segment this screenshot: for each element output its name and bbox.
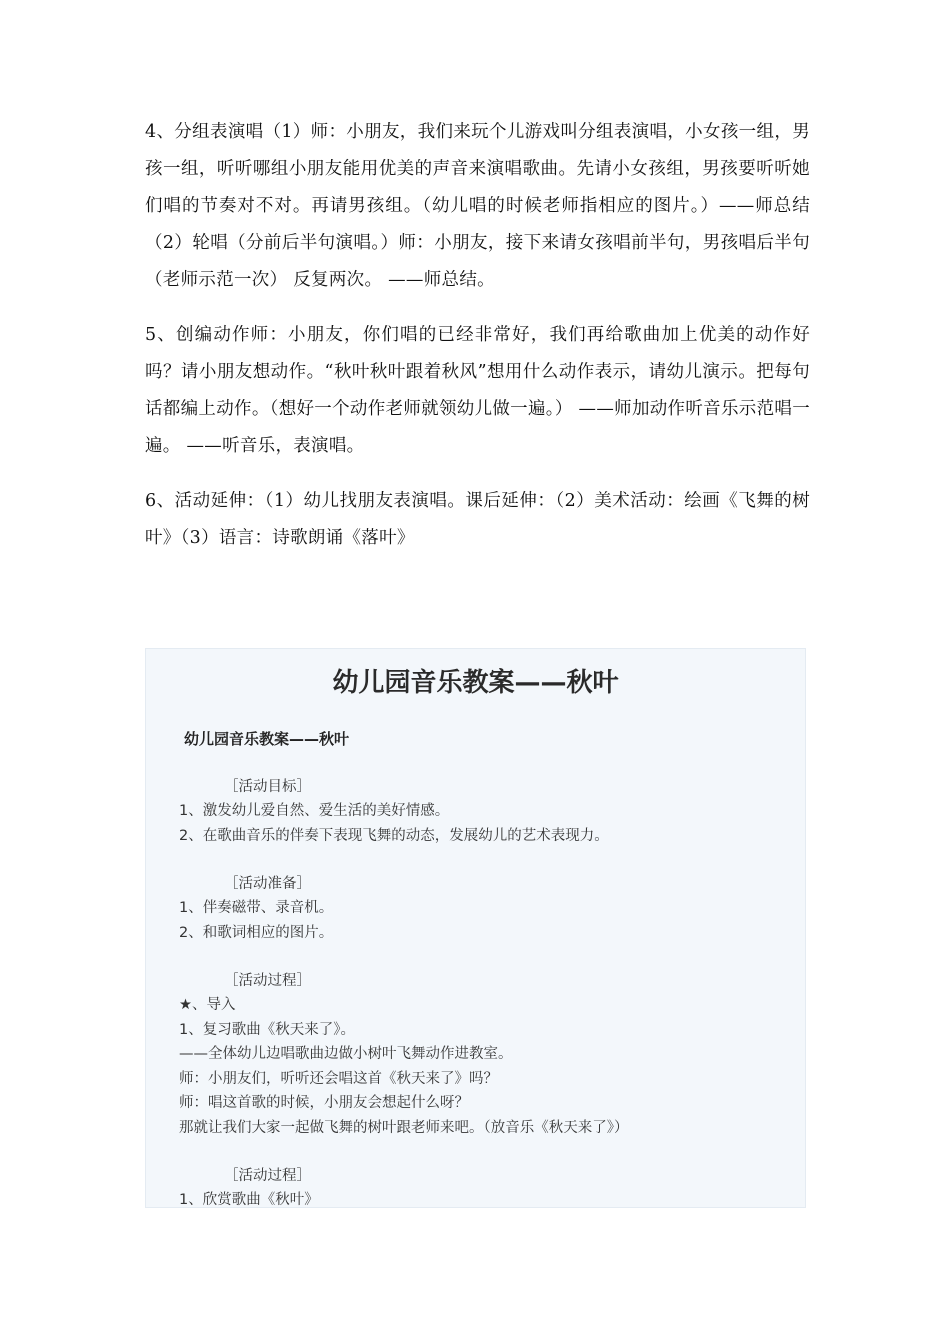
paragraph-4: 4、分组表演唱（1）师：小朋友，我们来玩个儿游戏叫分组表演唱，小女孩一组，男孩一组，听听哪组小朋友能用优美的声音来演唱歌曲。先请小女孩组，男孩要听听她们唱的节奏对不对。再请男孩组。（幼儿唱的时候老师指相应的图片。）——师总结（2）轮唱（分前后半句演唱。）师：小朋友，接下来请女孩唱前半句，男孩唱后半句（老师示范一次） 反复两次。 ——师总结。 [145, 122, 810, 290]
paragraph-6: 6、活动延伸：（1）幼儿找朋友表演唱。课后延伸：（2）美术活动：绘画《飞舞的树叶》（3）语言：诗歌朗诵《落叶》 [145, 491, 810, 548]
panel-subtitle: 幼儿园音乐教案——秋叶 [184, 730, 350, 748]
panel-title: 幼儿园音乐教案——秋叶 [332, 668, 619, 698]
process-section [146, 969, 805, 1140]
prep-line: 1、伴奏磁带、录音机。 [179, 900, 334, 916]
process-line: 1、欣赏歌曲《秋叶》 [179, 1192, 319, 1208]
goal-section [146, 775, 805, 848]
process-heading: ［活动过程］ [224, 973, 311, 989]
process-line: ——全体幼儿边唱歌曲边做小树叶飞舞动作进教室。 [179, 1046, 513, 1062]
process-heading-2: ［活动过程］ [224, 1168, 311, 1184]
document-body [145, 114, 810, 575]
paragraph-5: 5、创编动作师：小朋友，你们唱的已经非常好，我们再给歌曲加上优美的动作好吗？请小朋友想动作。“秋叶秋叶跟着秋风”想用什么动作表示，请幼儿演示。把每句话都编上动作。（想好一个动作老师就领幼儿做一遍。） ——师加动作听音乐示范唱一遍。 ——听音乐，表演唱。 [145, 325, 810, 456]
goal-line: 2、在歌曲音乐的伴奏下表现飞舞的动态，发展幼儿的艺术表现力。 [179, 827, 609, 844]
process-line: 师：小朋友们，听听还会唱这首《秋天来了》吗？ [179, 1070, 498, 1087]
process-line: 1、复习歌曲《秋天来了》。 [179, 1021, 355, 1038]
goal-line: 1、激发幼儿爱自然、爱生活的美好情感。 [179, 803, 450, 819]
process-line: 师：唱这首歌的时候，小朋友会想起什么呀？ [179, 1095, 469, 1111]
goal-heading: ［活动目标］ [224, 779, 311, 795]
prep-section [146, 872, 805, 945]
process-line: 那就让我们大家一起做飞舞的树叶跟老师来吧。（放音乐《秋天来了》） [179, 1119, 629, 1136]
lesson-plan-panel [145, 648, 806, 1208]
process-line: ★、导入 [179, 997, 236, 1013]
prep-line: 2、和歌词相应的图片。 [179, 924, 334, 941]
prep-heading: ［活动准备］ [224, 876, 311, 892]
process-section-2 [146, 1164, 805, 1208]
